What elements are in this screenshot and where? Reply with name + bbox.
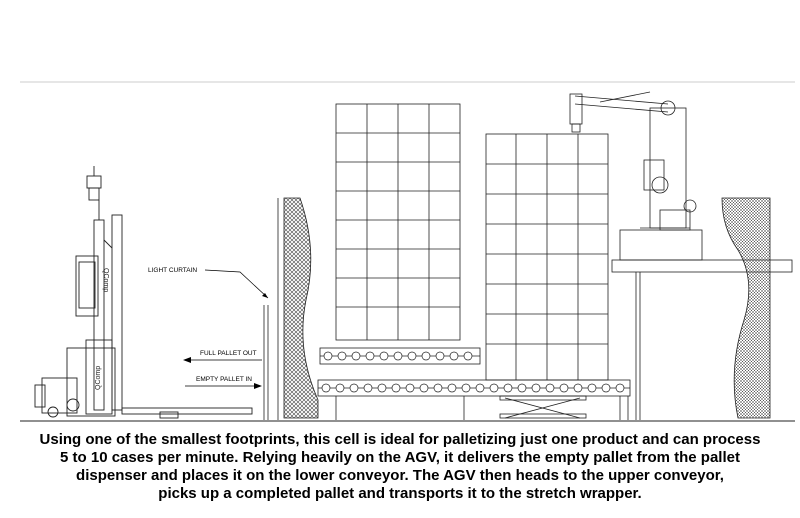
empty-pallet-in-label: EMPTY PALLET IN bbox=[196, 376, 252, 383]
light-curtain-arrowhead bbox=[262, 293, 268, 298]
light-curtain-posts bbox=[264, 198, 278, 420]
full-pallet-out-arrowhead bbox=[183, 357, 191, 363]
left-safety-fence bbox=[284, 198, 318, 418]
caption-line-3: dispenser and places it on the lower conveyor. The AGV then heads to the upper conveyor, bbox=[76, 467, 724, 484]
light-curtain-leader bbox=[205, 270, 268, 298]
light-curtain-label: LIGHT CURTAIN bbox=[148, 267, 198, 274]
full-pallet-out-label: FULL PALLET OUT bbox=[200, 350, 257, 357]
upper-conveyor-rollers bbox=[324, 352, 472, 360]
conveyor-supports bbox=[336, 396, 628, 420]
empty-pallet-in-arrowhead bbox=[254, 383, 262, 389]
caption-line-2: 5 to 10 cases per minute. Relying heavily on the AGV, it delivers the empty pallet from the pallet bbox=[60, 449, 740, 466]
palletizing-robot-arm bbox=[570, 92, 696, 230]
agv-brand-label: QComp bbox=[102, 268, 109, 293]
agv-base-brand-label: QComp bbox=[95, 365, 102, 390]
left-pallet-stack bbox=[336, 104, 460, 340]
right-safety-fence bbox=[722, 198, 770, 418]
caption-line-1: Using one of the smallest footprints, this cell is ideal for palletizing just one product and can process bbox=[39, 431, 761, 448]
right-pallet-stack bbox=[486, 134, 608, 380]
caption-line-4: picks up a completed pallet and transports it to the stretch wrapper. bbox=[158, 485, 642, 502]
diagram-caption bbox=[0, 431, 800, 518]
